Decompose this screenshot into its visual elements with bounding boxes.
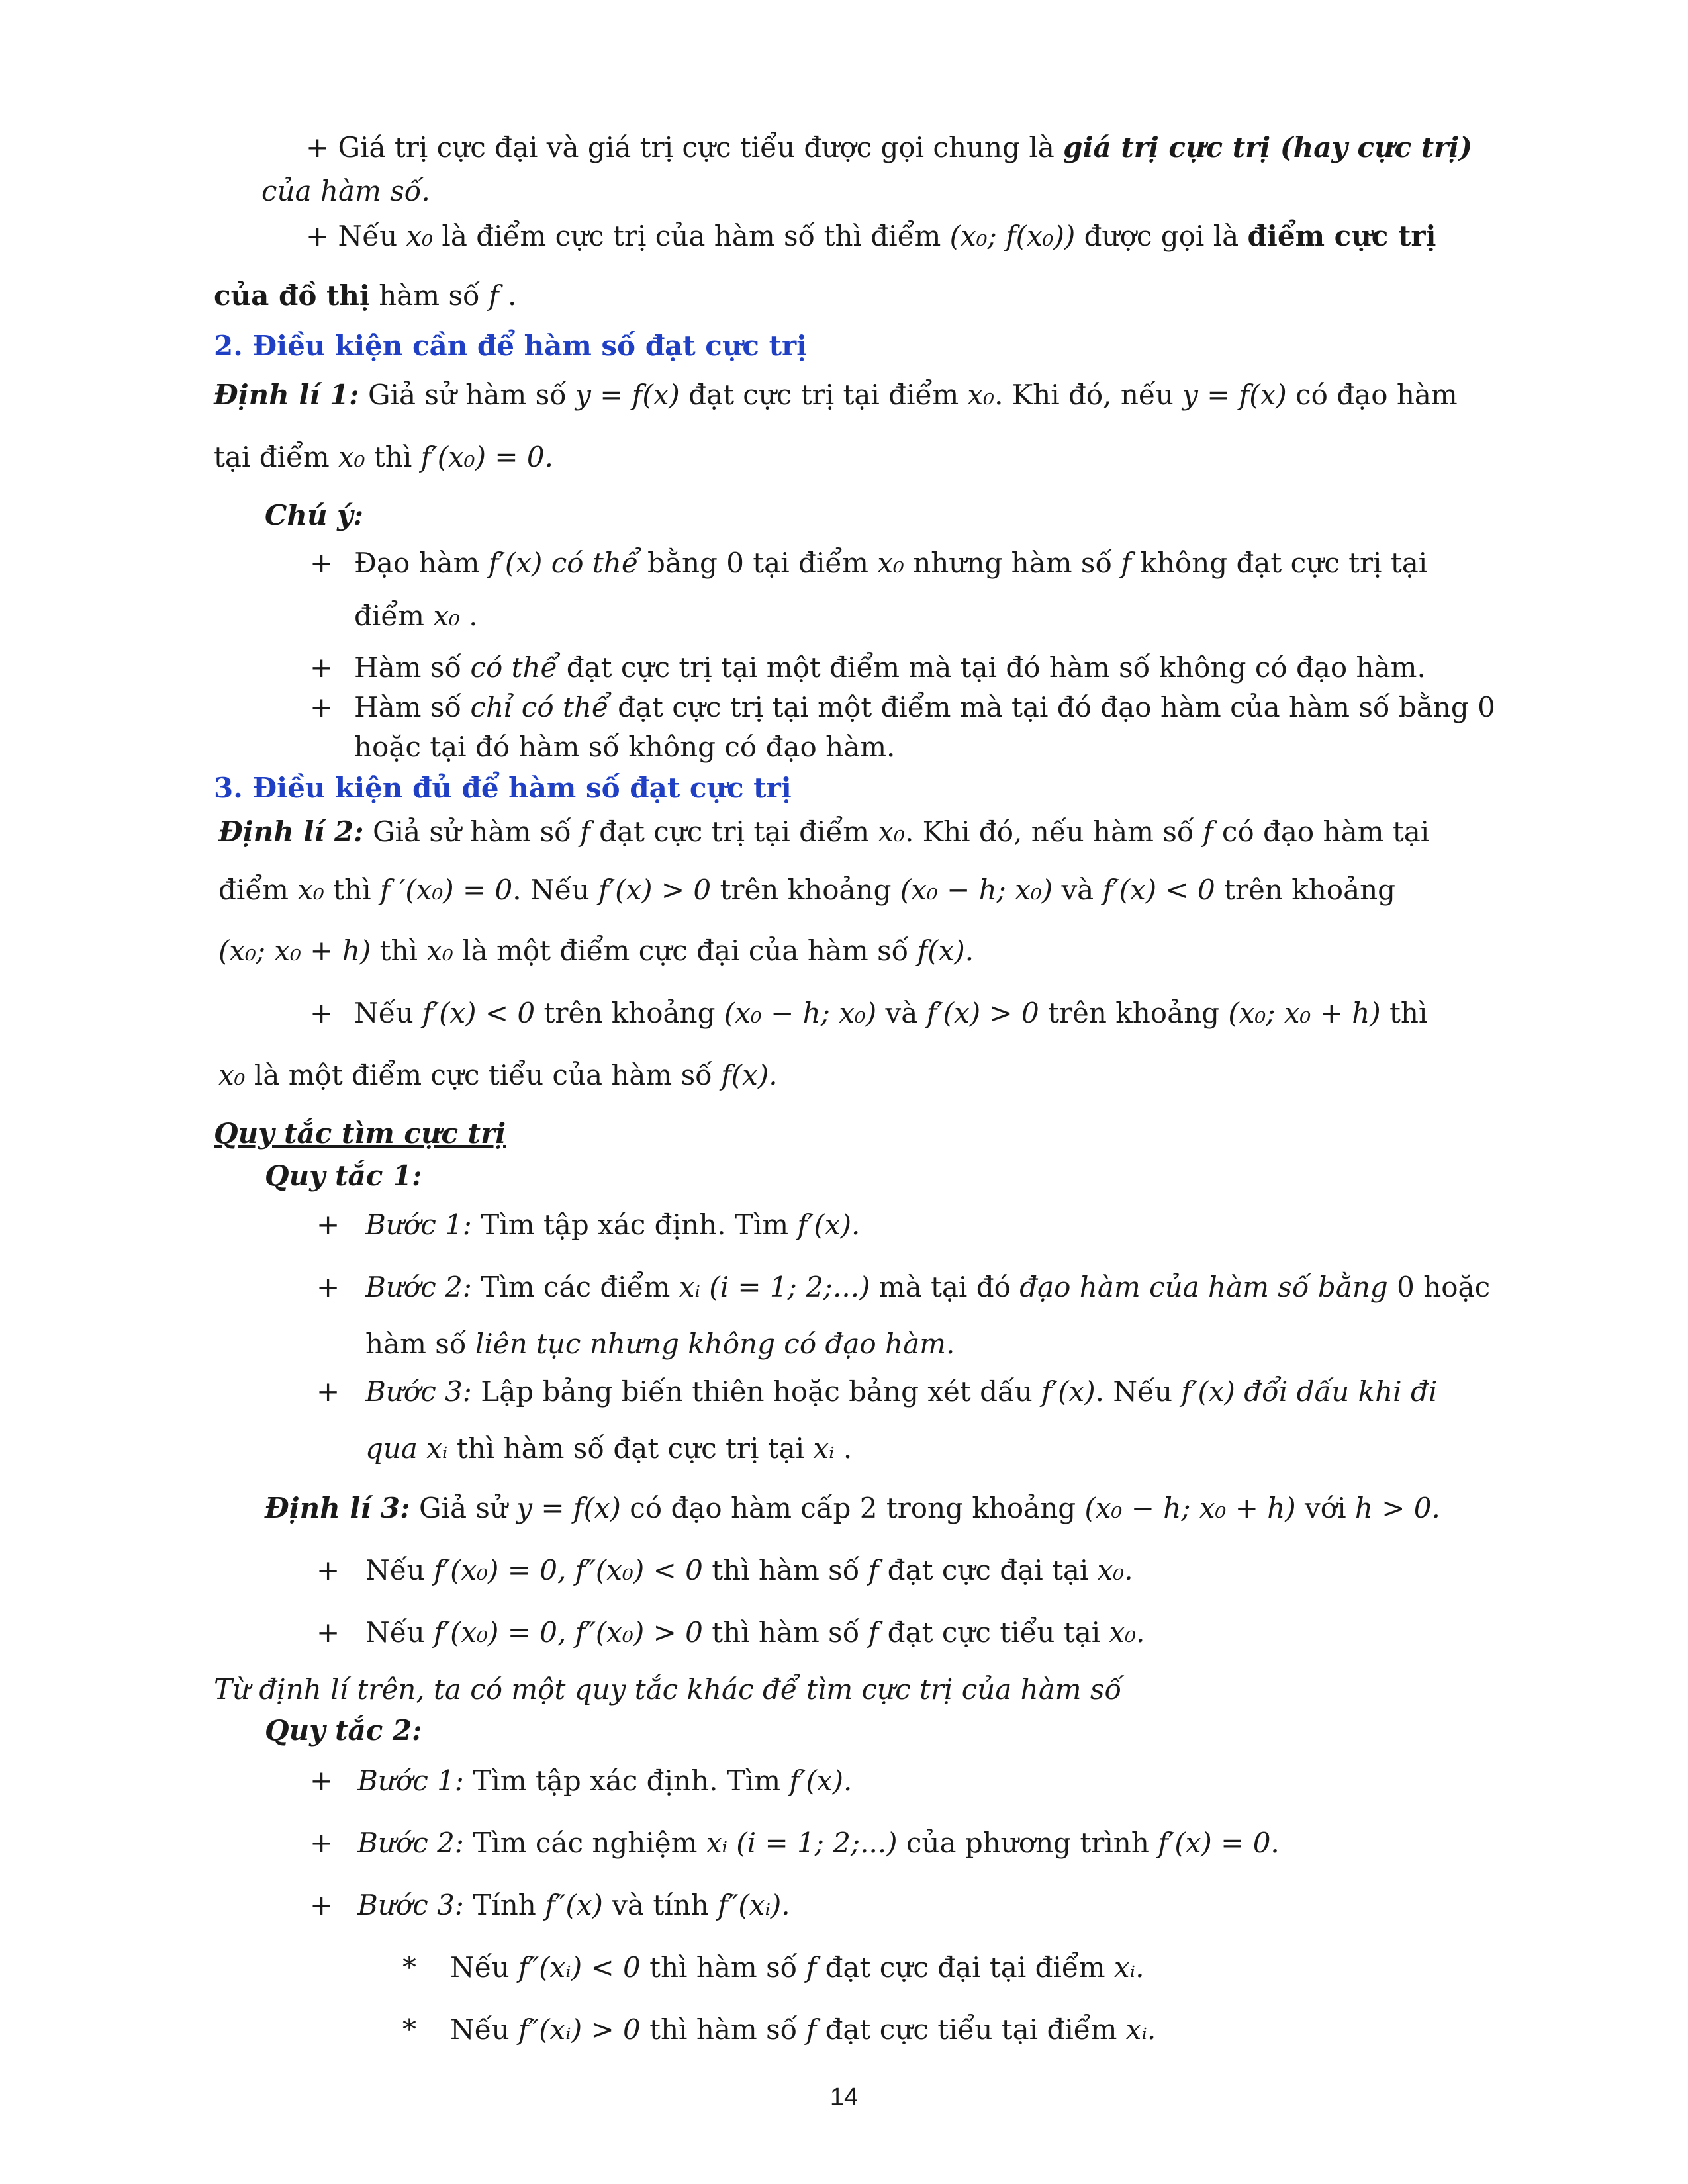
theorem-3-case-2-bullet: +: [316, 1616, 340, 1649]
para-extremum-value: + Giá trị cực đại và giá trị cực tiểu được gọi chung là giá trị cực trị (hay cực trị): [306, 131, 1473, 163]
rule-1-step-1-bullet: +: [316, 1208, 340, 1241]
theorem-3-case-2: Nếu f′(x₀) = 0, f″(x₀) > 0 thì hàm số f đạt cực tiểu tại x₀.: [365, 1616, 1145, 1649]
rule-2-sub-2-bullet: *: [402, 2013, 416, 2046]
theorem-2-line-2: điểm x₀ thì f ′(x₀) = 0. Nếu f′(x) > 0 trên khoảng (x₀ − h; x₀) và f′(x) < 0 trên khoảng: [218, 874, 1396, 906]
rule-2-sub-1: Nếu f″(xᵢ) < 0 thì hàm số f đạt cực đại tại điểm xᵢ.: [450, 1951, 1145, 1983]
page-number: 14: [829, 2083, 859, 2111]
theorem-2-case-line-2: x₀ là một điểm cực tiểu của hàm số f(x).: [218, 1059, 778, 1091]
note-3-line-1: Hàm số chỉ có thể đạt cực trị tại một điểm mà tại đó đạo hàm của hàm số bằng 0: [354, 691, 1495, 723]
note-1-bullet: +: [310, 547, 334, 579]
rule-2-step-1: Bước 1: Tìm tập xác định. Tìm f′(x).: [357, 1764, 853, 1797]
section-heading-necessary-condition: 2. Điều kiện cần để hàm số đạt cực trị: [214, 330, 808, 362]
rules-title: Quy tắc tìm cực trị: [214, 1117, 506, 1150]
theorem-2-line-1: Định lí 2: Giả sử hàm số f đạt cực trị tại điểm x₀. Khi đó, nếu hàm số f có đạo hàm tại: [218, 815, 1430, 848]
note-2-line: Hàm số có thể đạt cực trị tại một điểm mà tại đó hàm số không có đạo hàm.: [354, 651, 1426, 684]
rule-1-label: Quy tắc 1:: [265, 1160, 422, 1192]
rule-2-step-1-bullet: +: [310, 1764, 334, 1797]
theorem-3-case-1-bullet: +: [316, 1554, 340, 1586]
para-extremum-point-cont: của đồ thị hàm số f .: [214, 279, 517, 312]
note-3-line-2: hoặc tại đó hàm số không có đạo hàm.: [354, 731, 896, 763]
rule-1-step-2-line-1: Bước 2: Tìm các điểm xᵢ (i = 1; 2;...) mà tại đó đạo hàm của hàm số bằng 0 hoặc: [365, 1271, 1491, 1303]
para-extremum-point: + Nếu x₀ là điểm cực trị của hàm số thì điểm (x₀; f(x₀)) được gọi là điểm cực trị: [306, 220, 1436, 252]
rule-1-step-2-bullet: +: [316, 1271, 340, 1303]
section-heading-sufficient-condition: 3. Điều kiện đủ để hàm số đạt cực trị: [214, 772, 792, 804]
rule-2-step-2-bullet: +: [310, 1827, 334, 1859]
theorem-3-case-1: Nếu f′(x₀) = 0, f″(x₀) < 0 thì hàm số f đạt cực đại tại x₀.: [365, 1554, 1133, 1586]
note-1-line-1: Đạo hàm f′(x) có thể bằng 0 tại điểm x₀ nhưng hàm số f không đạt cực trị tại: [354, 547, 1428, 579]
from-theorem-text: Từ định lí trên, ta có một quy tắc khác để tìm cực trị của hàm số: [214, 1673, 1122, 1706]
rule-1-step-3-line-1: Bước 3: Lập bảng biến thiên hoặc bảng xét dấu f′(x). Nếu f′(x) đổi dấu khi đi: [365, 1375, 1438, 1408]
rule-2-step-2: Bước 2: Tìm các nghiệm xᵢ (i = 1; 2;...) của phương trình f′(x) = 0.: [357, 1827, 1280, 1859]
theorem-1-line-1: Định lí 1: Giả sử hàm số y = f(x) đạt cực trị tại điểm x₀. Khi đó, nếu y = f(x) có đạo hàm: [214, 379, 1458, 411]
theorem-2-case-line-1: Nếu f′(x) < 0 trên khoảng (x₀ − h; x₀) và f′(x) > 0 trên khoảng (x₀; x₀ + h) thì: [354, 997, 1428, 1029]
note-3-bullet: +: [310, 691, 334, 723]
rule-2-step-3: Bước 3: Tính f″(x) và tính f″(xᵢ).: [357, 1889, 790, 1921]
rule-2-sub-2: Nếu f″(xᵢ) > 0 thì hàm số f đạt cực tiểu tại điểm xᵢ.: [450, 2013, 1156, 2046]
theorem-1-line-2: tại điểm x₀ thì f′(x₀) = 0.: [214, 441, 553, 473]
theorem-2-case-bullet: +: [310, 997, 334, 1029]
rule-1-step-1: Bước 1: Tìm tập xác định. Tìm f′(x).: [365, 1208, 861, 1241]
rule-2-step-3-bullet: +: [310, 1889, 334, 1921]
note-label: Chú ý:: [265, 499, 364, 531]
rule-1-step-3-bullet: +: [316, 1375, 340, 1408]
rule-2-sub-1-bullet: *: [402, 1951, 416, 1983]
note-1-line-2: điểm x₀ .: [354, 600, 478, 632]
theorem-2-line-3: (x₀; x₀ + h) thì x₀ là một điểm cực đại của hàm số f(x).: [218, 934, 974, 967]
theorem-3-line: Định lí 3: Giả sử y = f(x) có đạo hàm cấp 2 trong khoảng (x₀ − h; x₀ + h) với h > 0.: [265, 1492, 1440, 1524]
note-2-bullet: +: [310, 651, 334, 684]
rule-1-step-2-line-2: hàm số liên tục nhưng không có đạo hàm.: [365, 1328, 955, 1360]
para-extremum-value-cont: của hàm số.: [261, 175, 430, 207]
rule-1-step-3-line-2: qua xᵢ thì hàm số đạt cực trị tại xᵢ .: [365, 1432, 853, 1465]
rule-2-label: Quy tắc 2:: [265, 1714, 422, 1747]
